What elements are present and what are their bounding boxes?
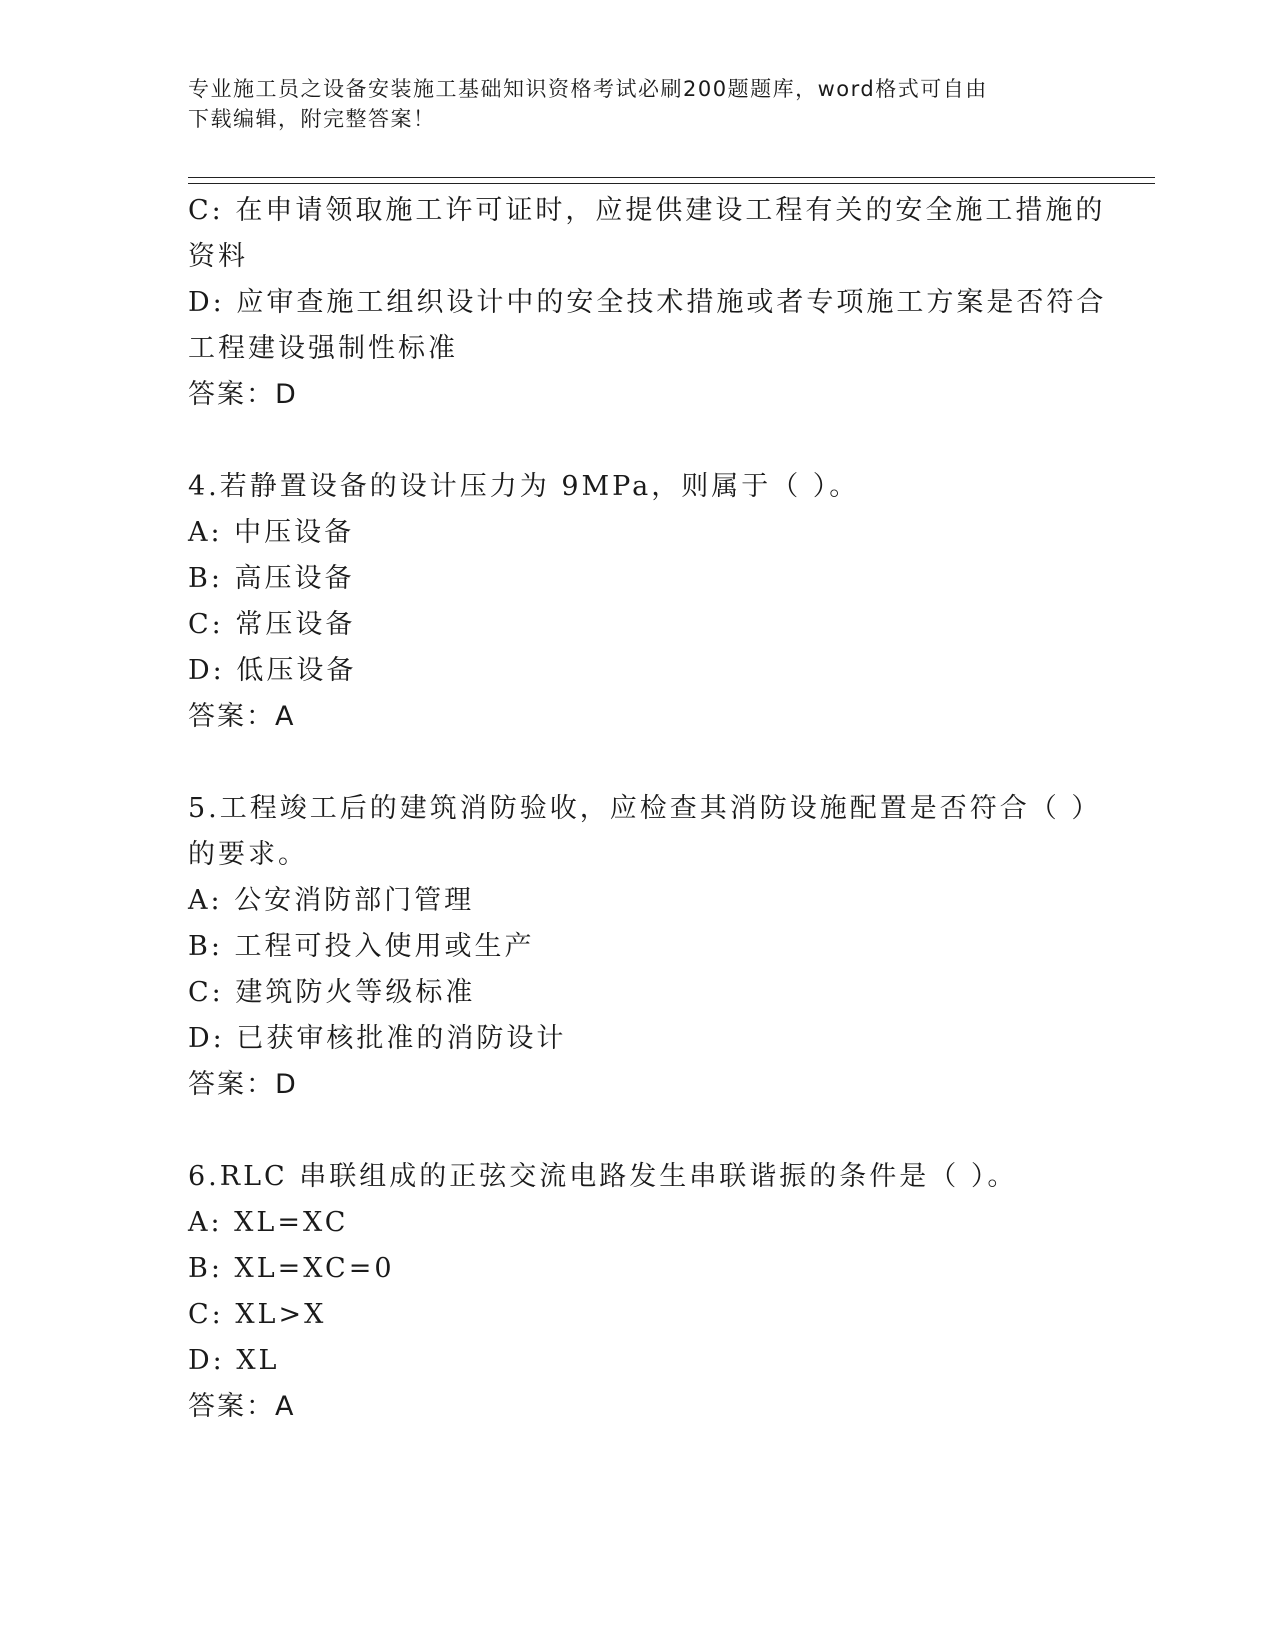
spacer bbox=[188, 418, 1088, 464]
q6-stem: 6.RLC 串联组成的正弦交流电路发生串联谐振的条件是（ ）。 bbox=[188, 1161, 1018, 1192]
q4-option-a: A: 中压设备 bbox=[188, 517, 355, 548]
header-title-line-1: 专业施工员之设备安装施工基础知识资格考试必刷200题题库，word格式可自由 bbox=[188, 77, 988, 101]
q6-option-d: D: XL bbox=[188, 1345, 280, 1376]
q3-option-d-line-1: D: 应审查施工组织设计中的安全技术措施或者专项施工方案是否符合 bbox=[188, 287, 1107, 318]
q4-stem: 4.若静置设备的设计压力为 9MPa，则属于（ ）。 bbox=[188, 471, 860, 502]
q3-option-c-line-2: 资料 bbox=[188, 241, 248, 272]
q5-answer: 答案：D bbox=[188, 1069, 298, 1100]
q6-option-b: B: XL=XC=0 bbox=[188, 1253, 395, 1284]
q3-option-d-line-2: 工程建设强制性标准 bbox=[188, 333, 458, 364]
q3-option-c-line-1: C: 在申请领取施工许可证时，应提供建设工程有关的安全施工措施的 bbox=[188, 195, 1106, 226]
q4-answer: 答案：A bbox=[188, 701, 296, 732]
header-divider-top bbox=[188, 177, 1155, 178]
q6-option-a: A: XL=XC bbox=[188, 1207, 349, 1238]
q4-option-c: C: 常压设备 bbox=[188, 609, 356, 640]
q3-answer: 答案：D bbox=[188, 379, 298, 410]
header-title-line-2: 下载编辑，附完整答案！ bbox=[188, 107, 436, 131]
q5-option-c: C: 建筑防火等级标准 bbox=[188, 977, 476, 1008]
spacer bbox=[188, 740, 1088, 786]
q5-stem-line-2: 的要求。 bbox=[188, 839, 308, 870]
q5-stem-line-1: 5.工程竣工后的建筑消防验收，应检查其消防设施配置是否符合（ ） bbox=[188, 793, 1102, 824]
question-content bbox=[188, 188, 1107, 1430]
header-divider-bottom bbox=[188, 183, 1155, 184]
q6-option-c: C: XL>X bbox=[188, 1299, 327, 1330]
q6-answer: 答案：A bbox=[188, 1391, 296, 1422]
q5-option-a: A: 公安消防部门管理 bbox=[188, 885, 475, 916]
q4-option-d: D: 低压设备 bbox=[188, 655, 357, 686]
q5-option-b: B: 工程可投入使用或生产 bbox=[188, 931, 535, 962]
document-header bbox=[188, 74, 1068, 134]
q4-option-b: B: 高压设备 bbox=[188, 563, 355, 594]
q5-option-d: D: 已获审核批准的消防设计 bbox=[188, 1023, 567, 1054]
spacer bbox=[188, 1108, 1088, 1154]
